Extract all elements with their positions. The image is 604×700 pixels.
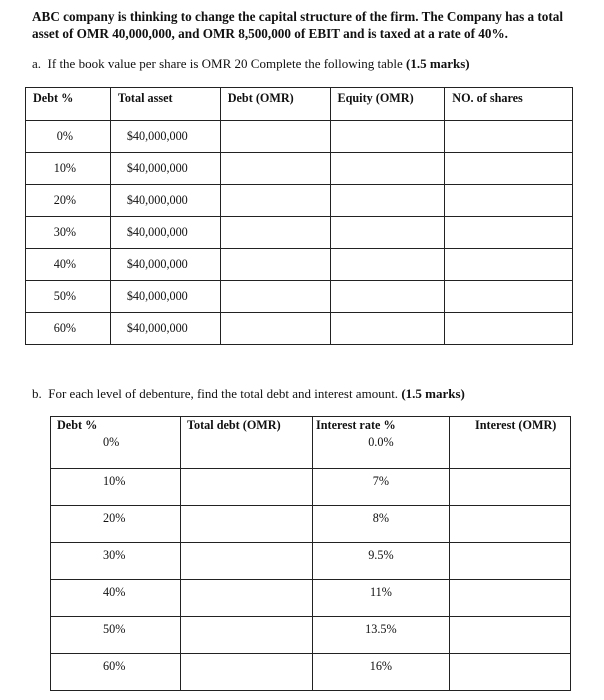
debt-omr-cell[interactable]: [220, 217, 330, 249]
total-debt-cell[interactable]: [180, 580, 312, 617]
debt-pct-cell: 40%: [51, 580, 181, 617]
header-no-of-shares: NO. of shares: [445, 88, 573, 121]
table-row: [51, 654, 571, 691]
debt-pct-cell: 20%: [51, 506, 181, 543]
equity-omr-cell[interactable]: [330, 217, 445, 249]
debt-omr-cell[interactable]: [220, 153, 330, 185]
total-asset-cell: $40,000,000: [110, 217, 220, 249]
question-b-prefix: b.: [32, 386, 42, 401]
debt-omr-cell[interactable]: [220, 313, 330, 345]
debt-omr-cell[interactable]: [220, 249, 330, 281]
header-interest-rate: Interest rate %: [316, 418, 396, 432]
total-asset-cell: $40,000,000: [110, 249, 220, 281]
shares-cell[interactable]: [445, 185, 573, 217]
debt-pct-cell: 50%: [26, 281, 111, 313]
interest-rate-cell: 7%: [312, 469, 450, 506]
equity-omr-cell[interactable]: [330, 185, 445, 217]
total-asset-cell: $40,000,000: [110, 185, 220, 217]
question-b-marks: (1.5 marks): [401, 386, 465, 401]
question-a: [32, 56, 470, 72]
interest-rate-cell: 9.5%: [312, 543, 450, 580]
question-a-marks: (1.5 marks): [406, 56, 470, 71]
debt-pct-cell: 30%: [26, 217, 111, 249]
table-row: [26, 153, 573, 185]
debt-pct-cell: 40%: [26, 249, 111, 281]
debt-interest-table: [50, 416, 571, 691]
shares-cell[interactable]: [445, 153, 573, 185]
interest-omr-cell[interactable]: [450, 617, 571, 654]
table-row: [51, 543, 571, 580]
debt-pct-cell: 0%: [51, 417, 181, 469]
capital-structure-table: [25, 87, 573, 345]
total-debt-cell[interactable]: [180, 617, 312, 654]
table-row: [26, 121, 573, 153]
table-row: [51, 580, 571, 617]
table-row: [26, 217, 573, 249]
interest-omr-cell[interactable]: [450, 543, 571, 580]
interest-omr-cell[interactable]: [450, 469, 571, 506]
shares-cell[interactable]: [445, 217, 573, 249]
interest-rate-cell: 11%: [312, 580, 450, 617]
question-b-text: For each level of debenture, find the total debt and interest amount.: [48, 386, 399, 401]
debt-pct-cell: 10%: [26, 153, 111, 185]
interest-omr-cell[interactable]: [450, 506, 571, 543]
interest-rate-cell: 8%: [312, 506, 450, 543]
equity-omr-cell[interactable]: [330, 153, 445, 185]
table-row: [51, 617, 571, 654]
header-interest-omr: Interest (OMR): [475, 418, 557, 432]
debt-pct-cell: 10%: [51, 469, 181, 506]
equity-omr-cell[interactable]: [330, 281, 445, 313]
interest-rate-cell: 13.5%: [312, 617, 450, 654]
shares-cell[interactable]: [445, 249, 573, 281]
equity-omr-cell[interactable]: [330, 121, 445, 153]
table-row: [26, 249, 573, 281]
debt-pct-cell: 60%: [26, 313, 111, 345]
equity-omr-cell[interactable]: [330, 313, 445, 345]
debt-omr-cell[interactable]: [220, 121, 330, 153]
header-total-asset: Total asset: [110, 88, 220, 121]
total-debt-cell[interactable]: [180, 469, 312, 506]
total-debt-cell[interactable]: [180, 506, 312, 543]
equity-omr-cell[interactable]: [330, 249, 445, 281]
debt-pct-cell: 50%: [51, 617, 181, 654]
total-asset-cell: $40,000,000: [110, 121, 220, 153]
header-debt-pct: Debt %: [26, 88, 111, 121]
header-debt-pct-b: Debt %: [57, 418, 98, 432]
total-asset-cell: $40,000,000: [110, 313, 220, 345]
interest-omr-cell[interactable]: [450, 654, 571, 691]
debt-pct-cell: 60%: [51, 654, 181, 691]
header-total-debt: Total debt (OMR): [187, 418, 281, 432]
interest-omr-cell[interactable]: [450, 580, 571, 617]
table-header-row: [26, 88, 573, 121]
total-asset-cell: $40,000,000: [110, 153, 220, 185]
shares-cell[interactable]: [445, 281, 573, 313]
shares-cell[interactable]: [445, 121, 573, 153]
header-debt-omr: Debt (OMR): [220, 88, 330, 121]
table-row: [51, 469, 571, 506]
shares-cell[interactable]: [445, 313, 573, 345]
total-debt-cell[interactable]: [180, 543, 312, 580]
debt-pct-cell: 30%: [51, 543, 181, 580]
total-debt-cell[interactable]: [180, 654, 312, 691]
table-row: [26, 185, 573, 217]
debt-omr-cell[interactable]: [220, 281, 330, 313]
interest-rate-cell: 16%: [312, 654, 450, 691]
table-row: [26, 281, 573, 313]
table-row: [26, 313, 573, 345]
total-asset-cell: $40,000,000: [110, 281, 220, 313]
header-equity-omr: Equity (OMR): [330, 88, 445, 121]
debt-pct-cell: 20%: [26, 185, 111, 217]
table-row: [51, 506, 571, 543]
debt-pct-cell: 0%: [26, 121, 111, 153]
question-b: [32, 386, 465, 402]
question-a-prefix: a.: [32, 56, 42, 71]
problem-statement: ABC company is thinking to change the capital structure of the firm. The Company has a total asset of OMR 40,000,000, and OMR 8,500,000 of EBIT and is taxed at a rate of 40%.: [32, 9, 564, 41]
interest-rate-cell: 0.0%: [312, 417, 450, 469]
debt-omr-cell[interactable]: [220, 185, 330, 217]
question-a-text: If the book value per share is OMR 20 Complete the following table: [47, 56, 403, 71]
